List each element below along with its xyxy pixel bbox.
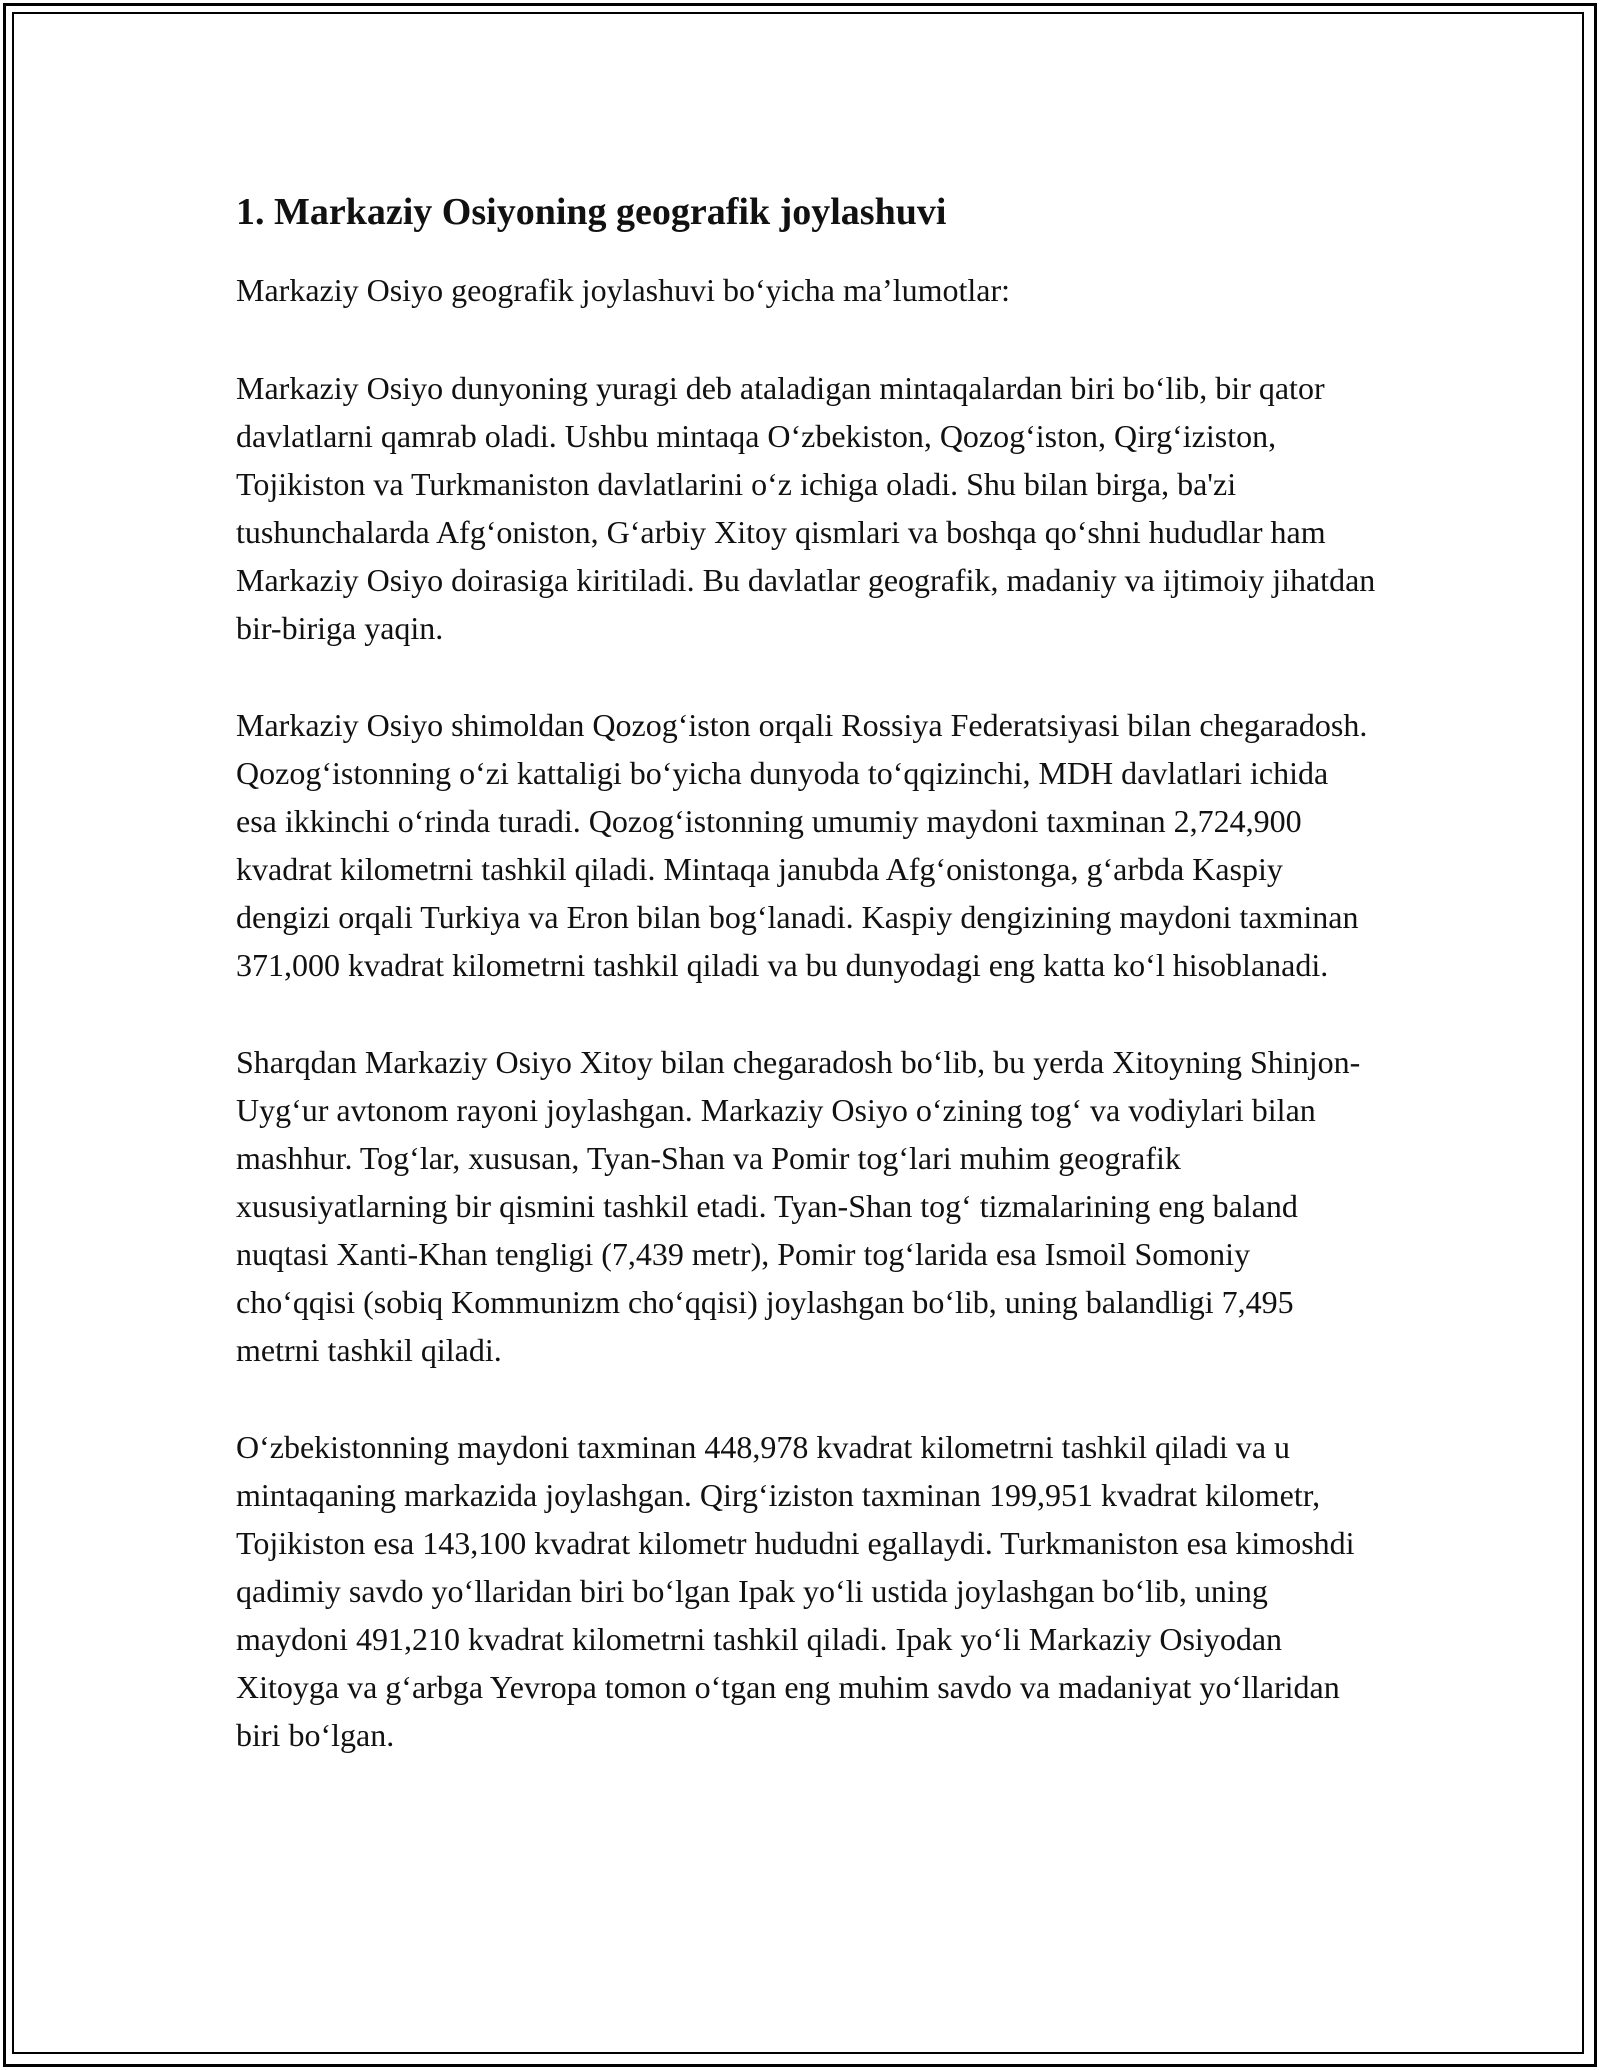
intro-text: Markaziy Osiyo geografik joylashuvi bo‘yicha ma’lumotlar:	[236, 272, 1011, 308]
paragraph-east-mountains: Sharqdan Markaziy Osiyo Xitoy bilan chegaradosh bo‘lib, bu yerda Xitoyning Shinjon-Uyg‘ur avtonom rayoni joylashgan. Markaziy Osiyo o‘zining tog‘ va vodiylari bilan mashhur. Tog‘lar, xususan, Tyan-Shan va Pomir tog‘lari muhim geografik xususiyatlarning bir qismini tashkil etadi. Tyan-Shan tog‘ tizmalarining eng baland nuqtasi Xanti-Khan tengligi (7,439 metr), Pomir tog‘larida esa Ismoil Somoniy cho‘qqisi (sobiq Kommunizm cho‘qqisi) joylashgan bo‘lib, uning balandligi 7,495 metrni tashkil qiladi.	[236, 1044, 1361, 1368]
document-body	[236, 186, 1376, 1808]
paragraph-north-borders: Markaziy Osiyo shimoldan Qozog‘iston orqali Rossiya Federatsiyasi bilan chegaradosh. Qozog‘istonning o‘zi kattaligi bo‘yicha dunyoda to‘qqizinchi, MDH davlatlari ichida esa ikkinchi o‘rinda turadi. Qozog‘istonning umumiy maydoni taxminan 2,724,900 kvadrat kilometrni tashkil qiladi. Mintaqa janubda Afg‘onistonga, g‘arbda Kaspiy dengizi orqali Turkiya va Eron bilan bog‘lanadi. Kaspiy dengizining maydoni taxminan 371,000 kvadrat kilometrni tashkil qiladi va bu dunyodagi eng katta ko‘l hisoblanadi.	[236, 707, 1368, 983]
paragraph-regions: Markaziy Osiyo dunyoning yuragi deb ataladigan mintaqalardan biri bo‘lib, bir qator davlatlarni qamrab oladi. Ushbu mintaqa O‘zbekiston, Qozog‘iston, Qirg‘iziston, Tojikiston va Turkmaniston davlatlarini o‘z ichiga oladi. Shu bilan birga, ba'zi tushunchalarda Afg‘oniston, G‘arbiy Xitoy qismlari va boshqa qo‘shni hududlar ham Markaziy Osiyo doirasiga kiritiladi. Bu davlatlar geografik, madaniy va ijtimoiy jihatdan bir-biriga yaqin.	[236, 370, 1376, 646]
section-title: 1. Markaziy Osiyoning geografik joylashuvi	[236, 191, 947, 233]
paragraph-country-areas: O‘zbekistonning maydoni taxminan 448,978 kvadrat kilometrni tashkil qiladi va u mintaqaning markazida joylashgan. Qirg‘iziston taxminan 199,951 kvadrat kilometr, Tojikiston esa 143,100 kvadrat kilometr hududni egallaydi. Turkmaniston esa kimoshdi qadimiy savdo yo‘llaridan biri bo‘lgan Ipak yo‘li ustida joylashgan bo‘lib, uning maydoni 491,210 kvadrat kilometrni tashkil qiladi. Ipak yo‘li Markaziy Osiyodan Xitoyga va g‘arbga Yevropa tomon o‘tgan eng muhim savdo va madaniyat yo‘llaridan biri bo‘lgan.	[236, 1429, 1355, 1753]
